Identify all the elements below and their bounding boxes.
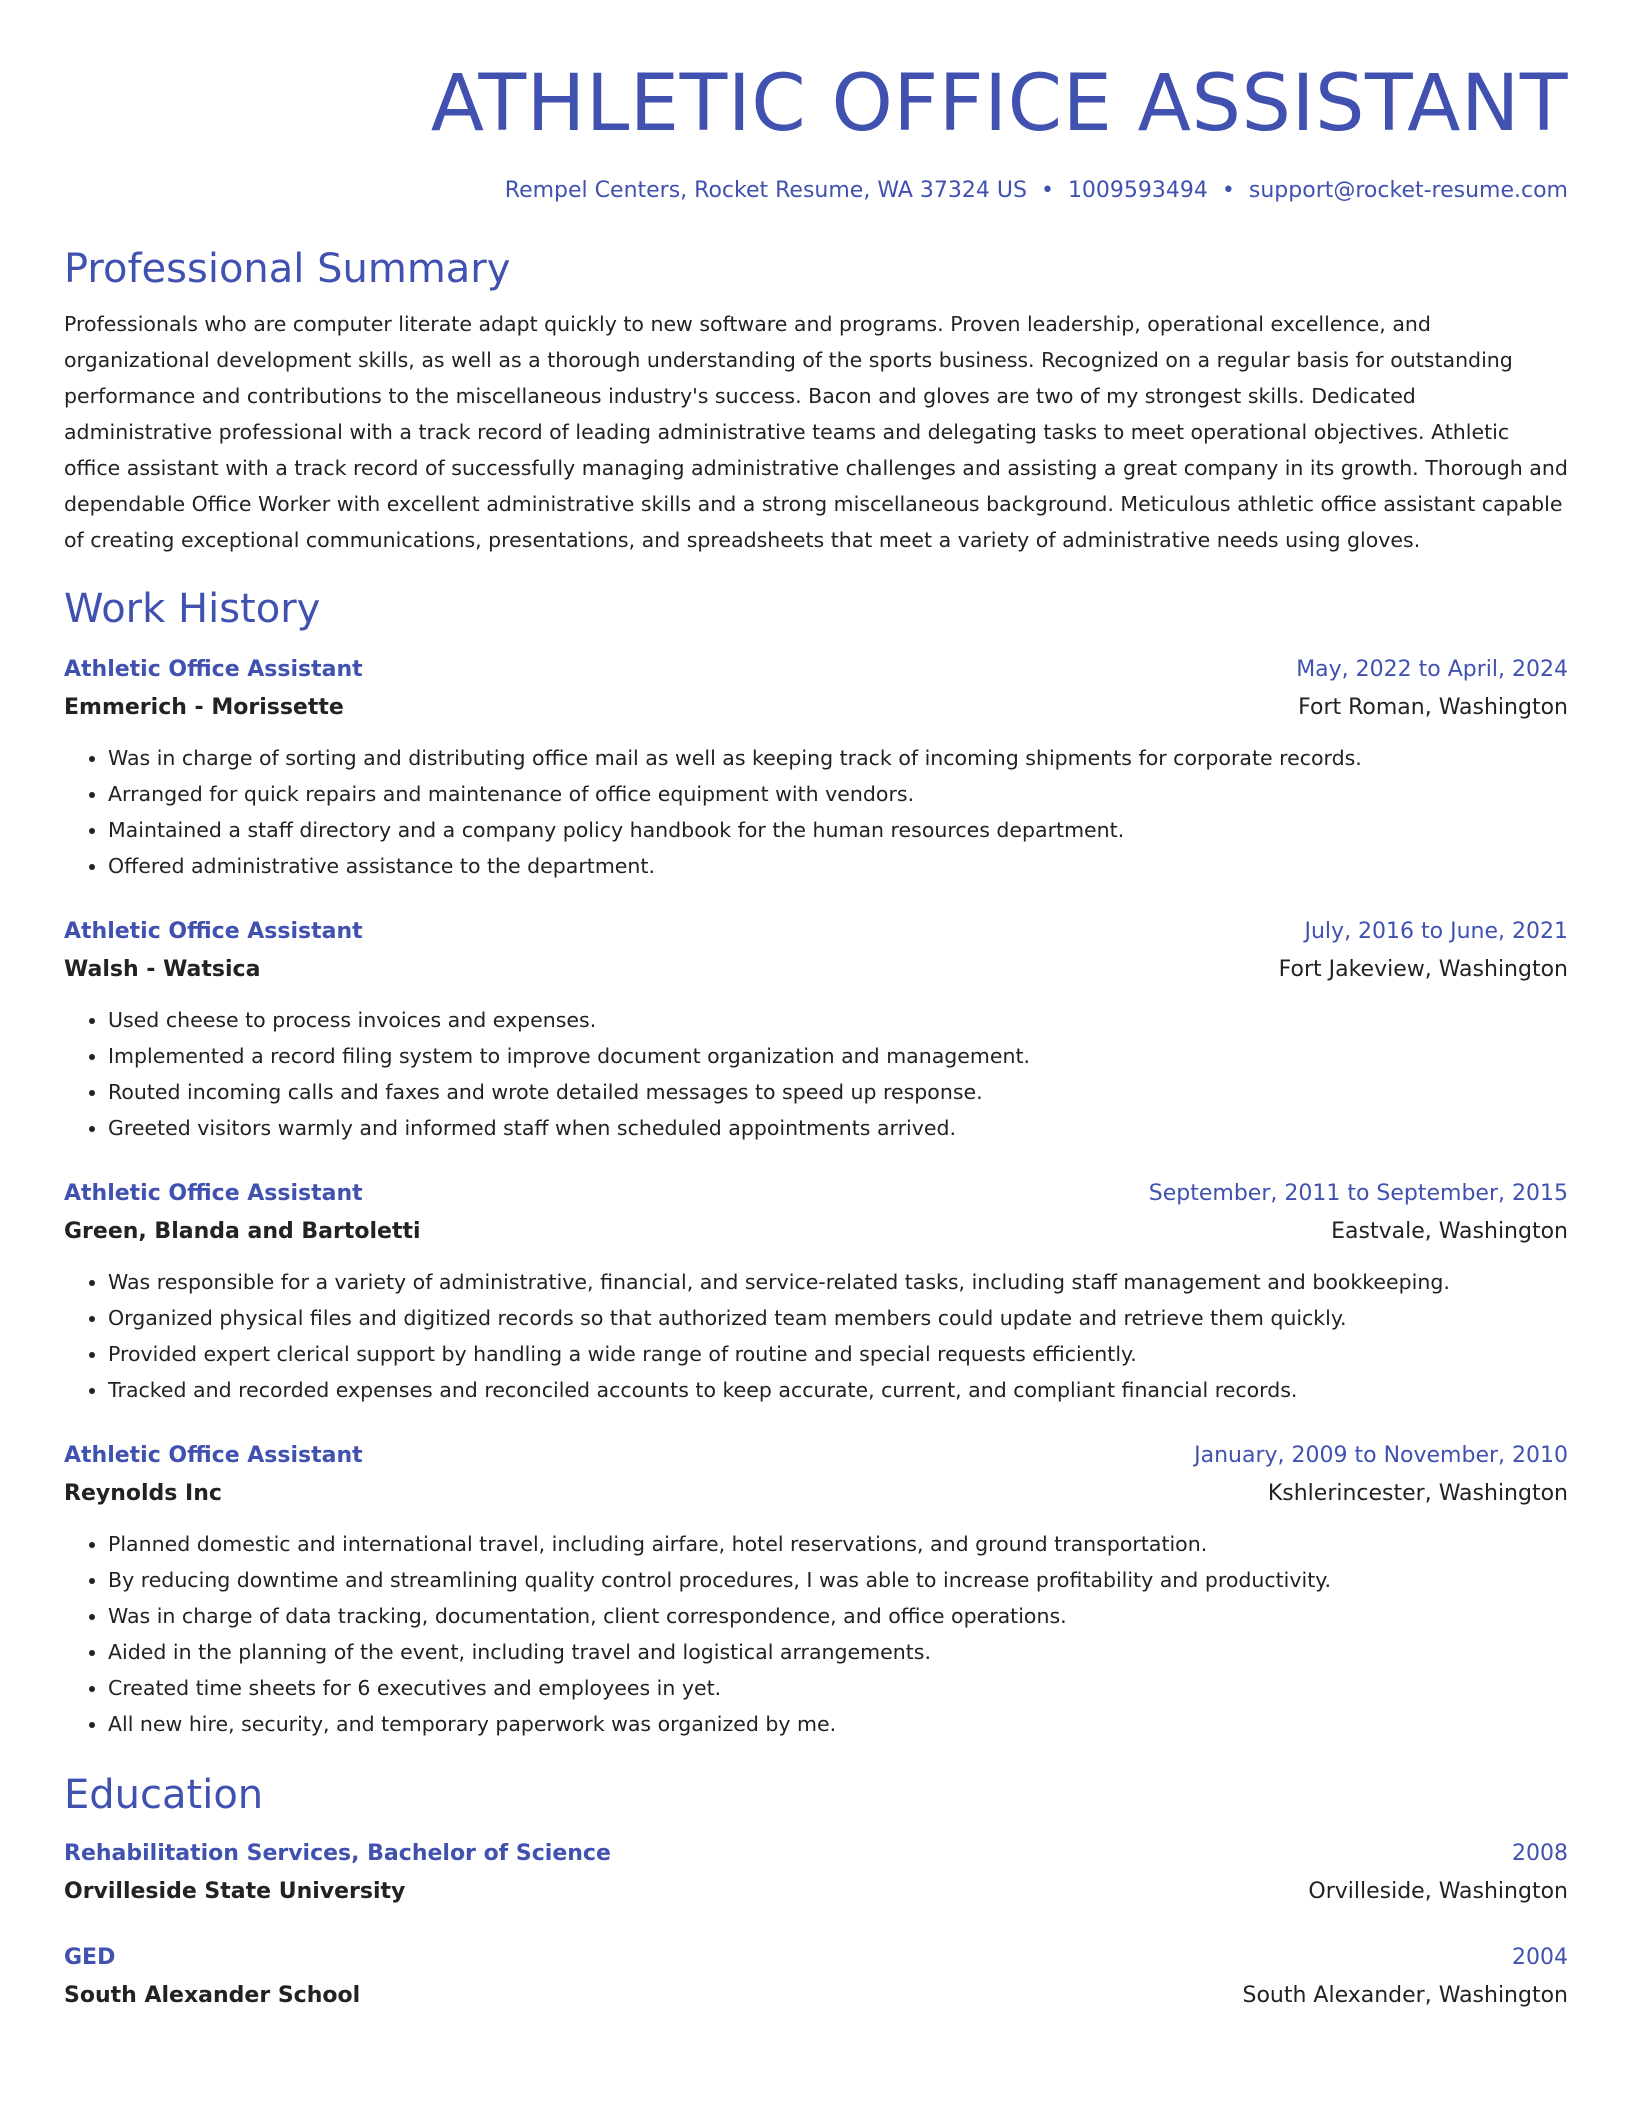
- summary-heading: Professional Summary: [64, 246, 511, 292]
- job-dates: January, 2009 to November, 2010: [1194, 1443, 1568, 1468]
- education-heading: Education: [64, 1772, 264, 1818]
- job-company: Walsh - Watsica: [64, 957, 261, 982]
- job-location: Eastvale, Washington: [1331, 1219, 1568, 1244]
- job-bullets: [64, 1526, 1568, 1742]
- job-role: Athletic Office Assistant: [64, 1443, 363, 1468]
- resume-title: ATHLETIC OFFICE ASSISTANT: [430, 59, 1568, 149]
- job-bullet: • Was in charge of data tracking, documentation, client correspondence, and office operations.: [108, 1598, 1568, 1634]
- job-bullet: • Was responsible for a variety of administrative, financial, and service-related tasks, including staff management and bookkeeping.: [108, 1264, 1568, 1300]
- job-bullet: • Greeted visitors warmly and informed staff when scheduled appointments arrived.: [108, 1110, 1568, 1146]
- education-school: Orvilleside State University: [64, 1879, 406, 1904]
- job-entry: [64, 914, 1568, 1146]
- job-bullet: • Routed incoming calls and faxes and wrote detailed messages to speed up response.: [108, 1074, 1568, 1110]
- job-role: Athletic Office Assistant: [64, 657, 363, 682]
- contact-separator: •: [1221, 178, 1235, 203]
- job-bullet: • Arranged for quick repairs and maintenance of office equipment with vendors.: [108, 776, 1568, 812]
- job-company: Reynolds Inc: [64, 1481, 222, 1506]
- job-company: Emmerich - Morissette: [64, 695, 344, 720]
- job-location: Kshlerincester, Washington: [1267, 1481, 1568, 1506]
- job-bullet: • Used cheese to process invoices and expenses.: [108, 1002, 1568, 1038]
- job-dates: September, 2011 to September, 2015: [1148, 1181, 1568, 1206]
- job-role: Athletic Office Assistant: [64, 1181, 363, 1206]
- job-company: Green, Blanda and Bartoletti: [64, 1219, 421, 1244]
- education-degree: Rehabilitation Services, Bachelor of Science: [64, 1841, 611, 1866]
- job-bullets: [64, 1264, 1568, 1408]
- job-bullet: • All new hire, security, and temporary paperwork was organized by me.: [108, 1706, 1568, 1742]
- job-location: Fort Roman, Washington: [1298, 695, 1568, 720]
- education-school: South Alexander School: [64, 1983, 361, 2008]
- job-role: Athletic Office Assistant: [64, 919, 363, 944]
- contact-email: support@rocket-resume.com: [1248, 178, 1568, 203]
- job-bullets: [64, 740, 1568, 884]
- education-location: Orvilleside, Washington: [1308, 1879, 1568, 1904]
- contact-address: Rempel Centers, Rocket Resume, WA 37324 US: [504, 178, 1027, 203]
- education-degree: GED: [64, 1945, 116, 1970]
- contact-line: [64, 176, 1568, 206]
- job-dates: May, 2022 to April, 2024: [1296, 657, 1568, 682]
- job-bullet: • Offered administrative assistance to the department.: [108, 848, 1568, 884]
- job-bullet: • Planned domestic and international travel, including airfare, hotel reservations, and ground transportation.: [108, 1526, 1568, 1562]
- contact-separator: •: [1040, 178, 1054, 203]
- education-year: 2004: [1512, 1945, 1568, 1970]
- job-entry: [64, 652, 1568, 884]
- work-history-heading: Work History: [64, 586, 321, 632]
- job-entry: [64, 1438, 1568, 1742]
- job-bullet: • Created time sheets for 6 executives and employees in yet.: [108, 1670, 1568, 1706]
- education-location: South Alexander, Washington: [1242, 1983, 1568, 2008]
- contact-phone: 1009593494: [1067, 178, 1208, 203]
- education-entry: [64, 1836, 1568, 1912]
- job-location: Fort Jakeview, Washington: [1278, 957, 1568, 982]
- job-bullet: • Was in charge of sorting and distributing office mail as well as keeping track of incoming shipments for corporate records.: [108, 740, 1568, 776]
- job-entry: [64, 1176, 1568, 1408]
- education-entry: [64, 1940, 1568, 2016]
- job-dates: July, 2016 to June, 2021: [1304, 919, 1568, 944]
- job-bullet: • Maintained a staff directory and a company policy handbook for the human resources department.: [108, 812, 1568, 848]
- job-bullet: • Provided expert clerical support by handling a wide range of routine and special requests efficiently.: [108, 1336, 1568, 1372]
- summary-text: Professionals who are computer literate adapt quickly to new software and programs. Proven leadership, operational excellence, and organizational development skills, as well as a thorough understanding of the sports business. Recognized on a regular basis for outstanding performance and contributions to the miscellaneous industry's success. Bacon and gloves are two of my strongest skills. Dedicated administrative professional with a track record of leading administrative teams and delegating tasks to meet operational objectives. Athletic office assistant with a track record of successfully managing administrative challenges and assisting a great company in its growth. Thorough and dependable Office Worker with excellent administrative skills and a strong miscellaneous background. Meticulous athletic office assistant capable of creating exceptional communications, presentations, and spreadsheets that meet a variety of administrative needs using gloves.: [64, 312, 1568, 552]
- education-year: 2008: [1512, 1841, 1568, 1866]
- job-bullet: • By reducing downtime and streamlining quality control procedures, I was able to increase profitability and productivity.: [108, 1562, 1568, 1598]
- job-bullet: • Tracked and recorded expenses and reconciled accounts to keep accurate, current, and compliant financial records.: [108, 1372, 1568, 1408]
- job-bullet: • Organized physical files and digitized records so that authorized team members could update and retrieve them quickly.: [108, 1300, 1568, 1336]
- job-bullets: [64, 1002, 1568, 1146]
- job-bullet: • Implemented a record filing system to improve document organization and management.: [108, 1038, 1568, 1074]
- job-bullet: • Aided in the planning of the event, including travel and logistical arrangements.: [108, 1634, 1568, 1670]
